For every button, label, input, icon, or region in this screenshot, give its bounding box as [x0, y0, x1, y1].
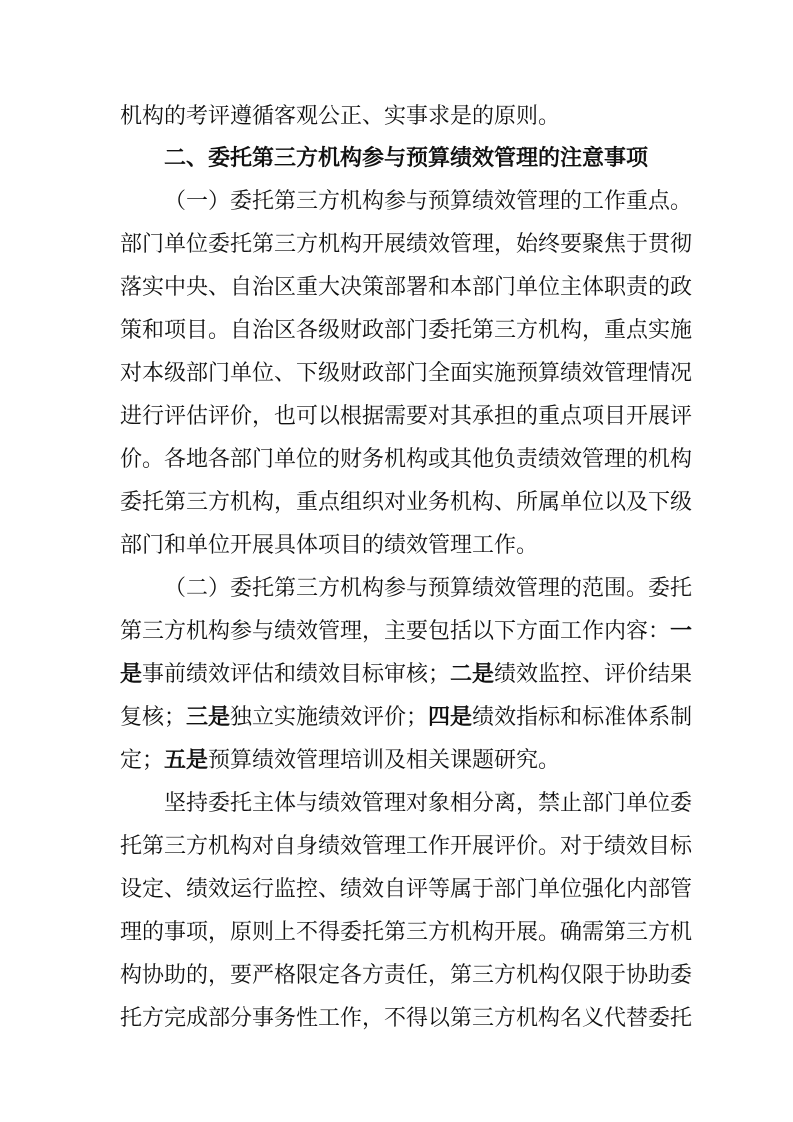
text-line: 托方完成部分事务性工作，不得以第三方机构名义代替委托 [120, 1006, 693, 1031]
text-segment: 事前绩效评估和绩效目标审核； [142, 662, 451, 687]
subsection-heading: （一）委托第三方机构参与预算绩效管理的工作重点。 [164, 189, 693, 214]
text-line [120, 741, 680, 781]
text-line: 部门单位委托第三方机构开展绩效管理，始终要聚焦于贯彻 [120, 232, 693, 257]
bold-term: 四是 [428, 705, 473, 730]
text-line: 构协助的，要严格限定各方责任，第三方机构仅限于协助委 [120, 963, 693, 988]
text-line: 坚持委托主体与绩效管理对象相分离，禁止部门单位委 [164, 791, 693, 816]
bold-term: 是 [120, 662, 143, 687]
text-segment: 复核； [120, 705, 187, 730]
text-segment: 定； [120, 748, 165, 773]
text-line: 设定、绩效运行监控、绩效自评等属于部门单位强化内部管 [120, 877, 693, 902]
text-line [120, 698, 693, 738]
text-line: 部门和单位开展具体项目的绩效管理工作。 [120, 533, 539, 558]
bold-term: 一 [670, 619, 693, 644]
bold-term: 三是 [186, 705, 231, 730]
text-line: 落实中央、自治区重大决策部署和本部门单位主体职责的政 [120, 275, 693, 300]
text-line: 对本级部门单位、下级财政部门全面实施预算绩效管理情况 [120, 361, 693, 386]
bold-term: 二是 [450, 662, 495, 687]
text-line: 委托第三方机构，重点组织对业务机构、所属单位以及下级 [120, 490, 693, 515]
text-line: 进行评估评价，也可以根据需要对其承担的重点项目开展评 [120, 404, 693, 429]
text-segment: 绩效指标和标准体系制 [472, 705, 693, 730]
text-line [120, 612, 693, 652]
text-line: 理的事项，原则上不得委托第三方机构开展。确需第三方机 [120, 920, 693, 945]
bold-term: 五是 [164, 748, 209, 773]
text-segment: 第三方机构参与绩效管理，主要包括以下方面工作内容： [120, 619, 671, 644]
text-segment: 独立实施绩效评价； [230, 705, 429, 730]
subsection-heading: （二）委托第三方机构参与预算绩效管理的范围。委托 [164, 576, 693, 601]
text-line: 托第三方机构对自身绩效管理工作开展评价。对于绩效目标 [120, 834, 693, 859]
section-heading: 二、委托第三方机构参与预算绩效管理的注意事项 [164, 146, 649, 171]
text-segment: 绩效监控、评价结果 [494, 662, 693, 687]
text-line: 价。各地各部门单位的财务机构或其他负责绩效管理的机构 [120, 447, 693, 472]
text-segment: 预算绩效管理培训及相关课题研究。 [208, 748, 561, 773]
text-line: 机构的考评遵循客观公正、实事求是的原则。 [120, 104, 561, 129]
text-line [120, 655, 693, 695]
text-line: 策和项目。自治区各级财政部门委托第三方机构，重点实施 [120, 318, 693, 343]
